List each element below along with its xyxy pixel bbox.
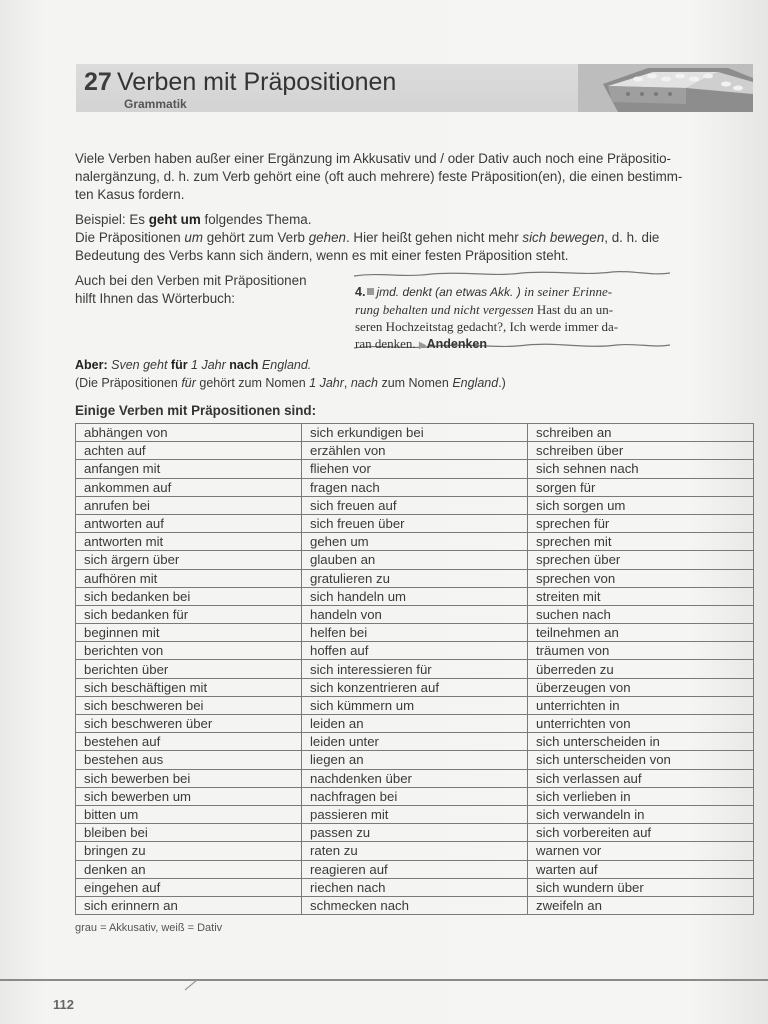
table-row xyxy=(76,533,754,551)
chapter-number: 27 xyxy=(84,68,112,96)
table-cell: sich verlassen auf xyxy=(528,769,754,787)
table-row xyxy=(76,642,754,660)
entry-number: 4. xyxy=(355,285,366,299)
entry-example: Hast du an un- xyxy=(536,302,614,317)
note-italic: 1 Jahr xyxy=(309,376,344,390)
table-cell: sprechen von xyxy=(528,569,754,587)
table-cell: sich interessieren für xyxy=(302,660,528,678)
dict-line xyxy=(355,335,655,354)
table-cell: bringen zu xyxy=(76,842,302,860)
table-cell: streiten mit xyxy=(528,587,754,605)
table-cell: abhängen von xyxy=(76,424,302,442)
table-row xyxy=(76,496,754,514)
table-cell: bleiben bei xyxy=(76,824,302,842)
table-row xyxy=(76,751,754,769)
table-cell: sich verlieben in xyxy=(528,787,754,805)
page-number: 112 xyxy=(53,997,74,1012)
table-row xyxy=(76,424,754,442)
example-bold: geht um xyxy=(148,212,201,227)
footnote: grau = Akkusativ, weiß = Dativ xyxy=(75,922,223,934)
table-cell: unterrichten von xyxy=(528,715,754,733)
aber-bold: nach xyxy=(229,358,259,372)
aber-bold: für xyxy=(170,358,188,372)
note-italic: England xyxy=(452,376,499,390)
table-cell: fliehen vor xyxy=(302,460,528,478)
table-cell: sich erinnern an xyxy=(76,896,302,914)
page-footer-rule xyxy=(0,979,768,981)
table-cell: sich freuen auf xyxy=(302,496,528,514)
table-cell: fragen nach xyxy=(302,478,528,496)
table-row xyxy=(76,733,754,751)
table-cell: sprechen über xyxy=(528,551,754,569)
table-row xyxy=(76,678,754,696)
chapter-header xyxy=(76,64,753,112)
table-cell: gehen um xyxy=(302,533,528,551)
table-cell: sich sorgen um xyxy=(528,496,754,514)
table-cell: sich beschweren über xyxy=(76,715,302,733)
aber-text: England. xyxy=(258,358,312,372)
table-heading: Einige Verben mit Präpositionen sind: xyxy=(75,403,317,418)
table-cell: sich unterscheiden von xyxy=(528,751,754,769)
table-cell: warten auf xyxy=(528,860,754,878)
aber-example xyxy=(75,356,745,392)
table-cell: schreiben über xyxy=(528,442,754,460)
note-text: (Die Präpositionen xyxy=(75,376,182,390)
table-cell: gratulieren zu xyxy=(302,569,528,587)
table-cell: sich vorbereiten auf xyxy=(528,824,754,842)
note-text: , xyxy=(343,376,351,390)
table-cell: sich konzentrieren auf xyxy=(302,678,528,696)
dict-line xyxy=(355,301,655,318)
table-row xyxy=(76,715,754,733)
table-cell: sich bewerben um xyxy=(76,787,302,805)
example-italic: um xyxy=(184,230,204,245)
table-cell: achten auf xyxy=(76,442,302,460)
table-cell: teilnehmen an xyxy=(528,624,754,642)
note-italic: nach xyxy=(350,376,378,390)
example-text: Die Präpositionen xyxy=(75,230,185,245)
table-row xyxy=(76,824,754,842)
table-cell: glauben an xyxy=(302,551,528,569)
aber-note xyxy=(75,374,745,392)
lego-bricks-image xyxy=(578,64,753,112)
table-row xyxy=(76,569,754,587)
table-row xyxy=(76,605,754,623)
table-row xyxy=(76,624,754,642)
table-cell: nachdenken über xyxy=(302,769,528,787)
note-text: .) xyxy=(498,376,506,390)
table-cell: träumen von xyxy=(528,642,754,660)
table-cell: riechen nach xyxy=(302,878,528,896)
example-italic: gehen xyxy=(308,230,346,245)
table-row xyxy=(76,896,754,914)
table-row xyxy=(76,660,754,678)
table-row xyxy=(76,587,754,605)
intro-paragraph xyxy=(75,150,745,204)
table-cell: sprechen mit xyxy=(528,533,754,551)
table-cell: anfangen mit xyxy=(76,460,302,478)
table-cell: sich beschweren bei xyxy=(76,696,302,714)
square-marker-icon xyxy=(367,288,374,295)
example-text: Beispiel: Es xyxy=(75,212,149,227)
table-cell: leiden an xyxy=(302,715,528,733)
table-cell: sich bewerben bei xyxy=(76,769,302,787)
pencil-mark-icon xyxy=(183,978,201,992)
table-cell: warnen vor xyxy=(528,842,754,860)
table-cell: sich handeln um xyxy=(302,587,528,605)
table-cell: berichten von xyxy=(76,642,302,660)
arrow-right-icon: ▶ xyxy=(418,340,427,351)
aber-text: 1 Jahr xyxy=(187,358,230,372)
example-paragraph xyxy=(75,211,745,265)
entry-example: ran denken. xyxy=(355,336,416,351)
example-text: folgendes Thema. xyxy=(200,212,312,227)
table-cell: sich verwandeln in xyxy=(528,805,754,823)
example-italic: sich bewegen xyxy=(522,230,605,245)
table-row xyxy=(76,442,754,460)
dict-line xyxy=(355,283,655,301)
example-line xyxy=(75,211,745,229)
table-row xyxy=(76,696,754,714)
entry-reference: Andenken xyxy=(426,337,488,351)
dictionary-entry xyxy=(352,270,672,352)
table-cell: sich ärgern über xyxy=(76,551,302,569)
table-cell: sprechen für xyxy=(528,514,754,532)
table-row xyxy=(76,842,754,860)
table-cell: sich wundern über xyxy=(528,878,754,896)
table-cell: antworten auf xyxy=(76,514,302,532)
example-text: . Hier heißt gehen nicht mehr xyxy=(345,230,523,245)
table-cell: sich bedanken für xyxy=(76,605,302,623)
table-cell: bestehen aus xyxy=(76,751,302,769)
table-cell: sorgen für xyxy=(528,478,754,496)
table-cell: leiden unter xyxy=(302,733,528,751)
entry-definition: rung behalten und nicht vergessen xyxy=(355,302,534,317)
entry-headword: jmd. denkt (an etwas Akk. ) xyxy=(376,285,521,299)
example-line xyxy=(75,229,745,247)
note-italic: für xyxy=(181,376,196,390)
table-cell: helfen bei xyxy=(302,624,528,642)
table-cell: sich kümmern um xyxy=(302,696,528,714)
table-cell: reagieren auf xyxy=(302,860,528,878)
aber-line xyxy=(75,356,745,374)
table-row xyxy=(76,551,754,569)
example-text: gehört zum Verb xyxy=(203,230,309,245)
hint-line: Auch bei den Verben mit Präpositionen xyxy=(75,273,307,288)
dictionary-hint xyxy=(75,272,345,308)
table-cell: sich erkundigen bei xyxy=(302,424,528,442)
table-cell: überzeugen von xyxy=(528,678,754,696)
table-cell: passen zu xyxy=(302,824,528,842)
chapter-title: Verben mit Präpositionen xyxy=(117,68,397,96)
example-text: , d. h. die xyxy=(604,230,660,245)
intro-line: nalergänzung, d. h. zum Verb gehört eine (oft auch mehrere) feste Präposition(en), die einen bestimm- xyxy=(75,169,683,184)
table-cell: sich bedanken bei xyxy=(76,587,302,605)
table-cell: überreden zu xyxy=(528,660,754,678)
table-row xyxy=(76,514,754,532)
table-cell: hoffen auf xyxy=(302,642,528,660)
table-cell: schreiben an xyxy=(528,424,754,442)
intro-line: Viele Verben haben außer einer Ergänzung im Akkusativ und / oder Dativ auch noch eine Präpositio- xyxy=(75,151,671,166)
table-cell: erzählen von xyxy=(302,442,528,460)
chapter-subtitle: Grammatik xyxy=(124,97,187,111)
aber-text: Sven geht xyxy=(111,358,171,372)
verb-table xyxy=(75,423,754,915)
table-cell: zweifeln an xyxy=(528,896,754,914)
table-row xyxy=(76,478,754,496)
table-row xyxy=(76,769,754,787)
entry-definition: in seiner Erinne- xyxy=(523,284,613,299)
table-cell: sich beschäftigen mit xyxy=(76,678,302,696)
note-text: zum Nomen xyxy=(377,376,453,390)
table-cell: raten zu xyxy=(302,842,528,860)
table-cell: beginnen mit xyxy=(76,624,302,642)
table-cell: anrufen bei xyxy=(76,496,302,514)
table-cell: berichten über xyxy=(76,660,302,678)
table-cell: bestehen auf xyxy=(76,733,302,751)
table-cell: sich freuen über xyxy=(302,514,528,532)
table-row xyxy=(76,460,754,478)
table-row xyxy=(76,787,754,805)
table-cell: suchen nach xyxy=(528,605,754,623)
table-cell: denken an xyxy=(76,860,302,878)
table-row xyxy=(76,860,754,878)
table-cell: passieren mit xyxy=(302,805,528,823)
intro-line: ten Kasus fordern. xyxy=(75,187,185,202)
note-text: gehört zum Nomen xyxy=(195,376,310,390)
table-cell: aufhören mit xyxy=(76,569,302,587)
table-cell: bitten um xyxy=(76,805,302,823)
table-row xyxy=(76,805,754,823)
hint-line: hilft Ihnen das Wörterbuch: xyxy=(75,291,236,306)
table-cell: ankommen auf xyxy=(76,478,302,496)
table-cell: sich unterscheiden in xyxy=(528,733,754,751)
table-cell: eingehen auf xyxy=(76,878,302,896)
table-cell: unterrichten in xyxy=(528,696,754,714)
aber-label: Aber: xyxy=(75,358,108,372)
table-cell: handeln von xyxy=(302,605,528,623)
table-cell: liegen an xyxy=(302,751,528,769)
table-row xyxy=(76,878,754,896)
table-cell: sich sehnen nach xyxy=(528,460,754,478)
table-cell: antworten mit xyxy=(76,533,302,551)
dictionary-text xyxy=(355,283,655,354)
example-line: Bedeutung des Verbs kann sich ändern, wenn es mit einer festen Präposition steht. xyxy=(75,248,569,263)
table-cell: schmecken nach xyxy=(302,896,528,914)
entry-example: seren Hochzeitstag gedacht?, Ich werde immer da- xyxy=(355,319,619,334)
table-cell: nachfragen bei xyxy=(302,787,528,805)
